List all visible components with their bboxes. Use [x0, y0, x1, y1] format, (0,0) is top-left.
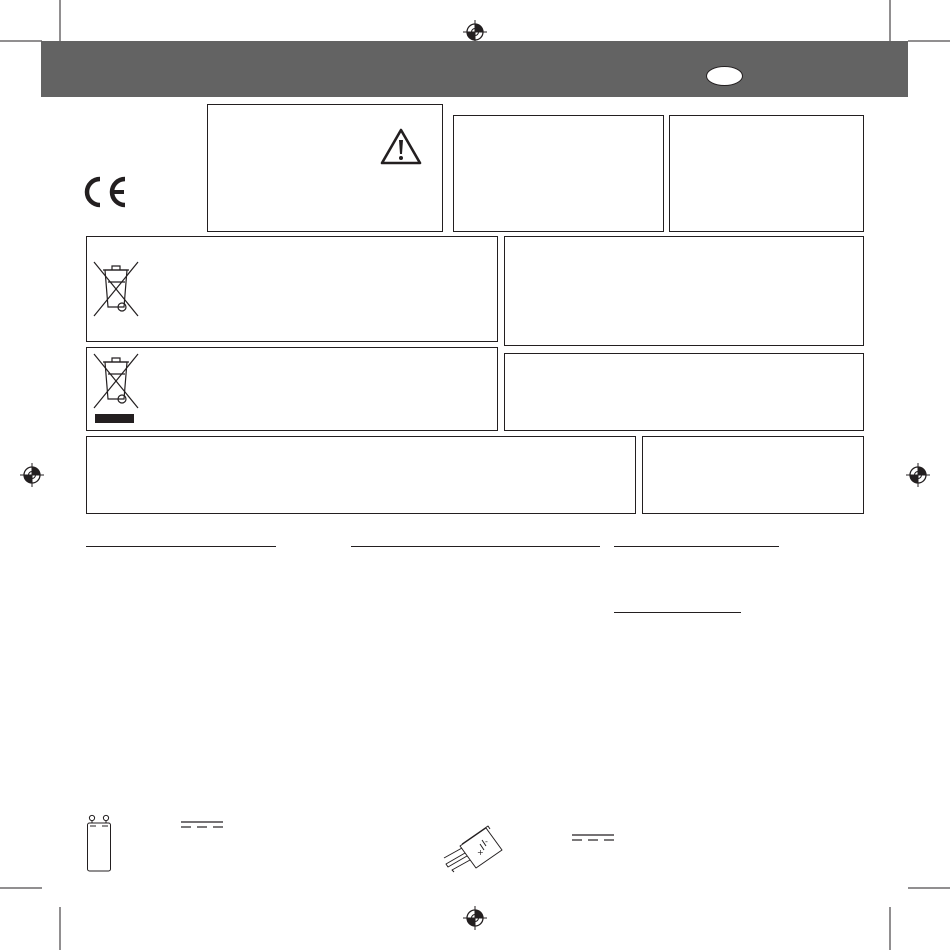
- direct-current-symbol: [181, 820, 223, 830]
- warning-triangle-icon: [379, 127, 423, 167]
- header-band: [41, 41, 908, 97]
- svg-text:-: -: [485, 837, 488, 846]
- battery-disposal-box: [86, 347, 498, 431]
- section-heading-rule: [86, 546, 276, 547]
- battery-pack-plug-icon: [440, 822, 506, 872]
- info-box-middle-right-lower: [504, 353, 864, 431]
- info-box-top-right: [669, 115, 864, 232]
- section-heading-rule: [351, 546, 600, 547]
- info-box-top-middle: [453, 115, 664, 232]
- warning-box: [207, 104, 443, 232]
- direct-current-symbol: [572, 833, 614, 843]
- ce-mark-icon: [83, 176, 129, 208]
- registration-mark-bottom: [463, 906, 487, 930]
- crossed-out-wheelie-bin-icon: [92, 260, 140, 318]
- section-heading-rule: [614, 546, 779, 547]
- info-box-bottom-wide: [86, 436, 636, 514]
- info-box-bottom-small: [642, 436, 864, 514]
- language-badge: [706, 66, 743, 86]
- battery-icon: [86, 813, 112, 873]
- weee-disposal-box: [86, 236, 498, 342]
- registration-mark-left: [20, 463, 44, 487]
- info-box-middle-right-upper: [504, 236, 864, 346]
- crossed-out-wheelie-bin-with-bar-icon: [92, 352, 140, 428]
- registration-mark-right: [906, 463, 930, 487]
- section-heading-rule: [614, 612, 741, 613]
- svg-text:+: +: [477, 848, 484, 857]
